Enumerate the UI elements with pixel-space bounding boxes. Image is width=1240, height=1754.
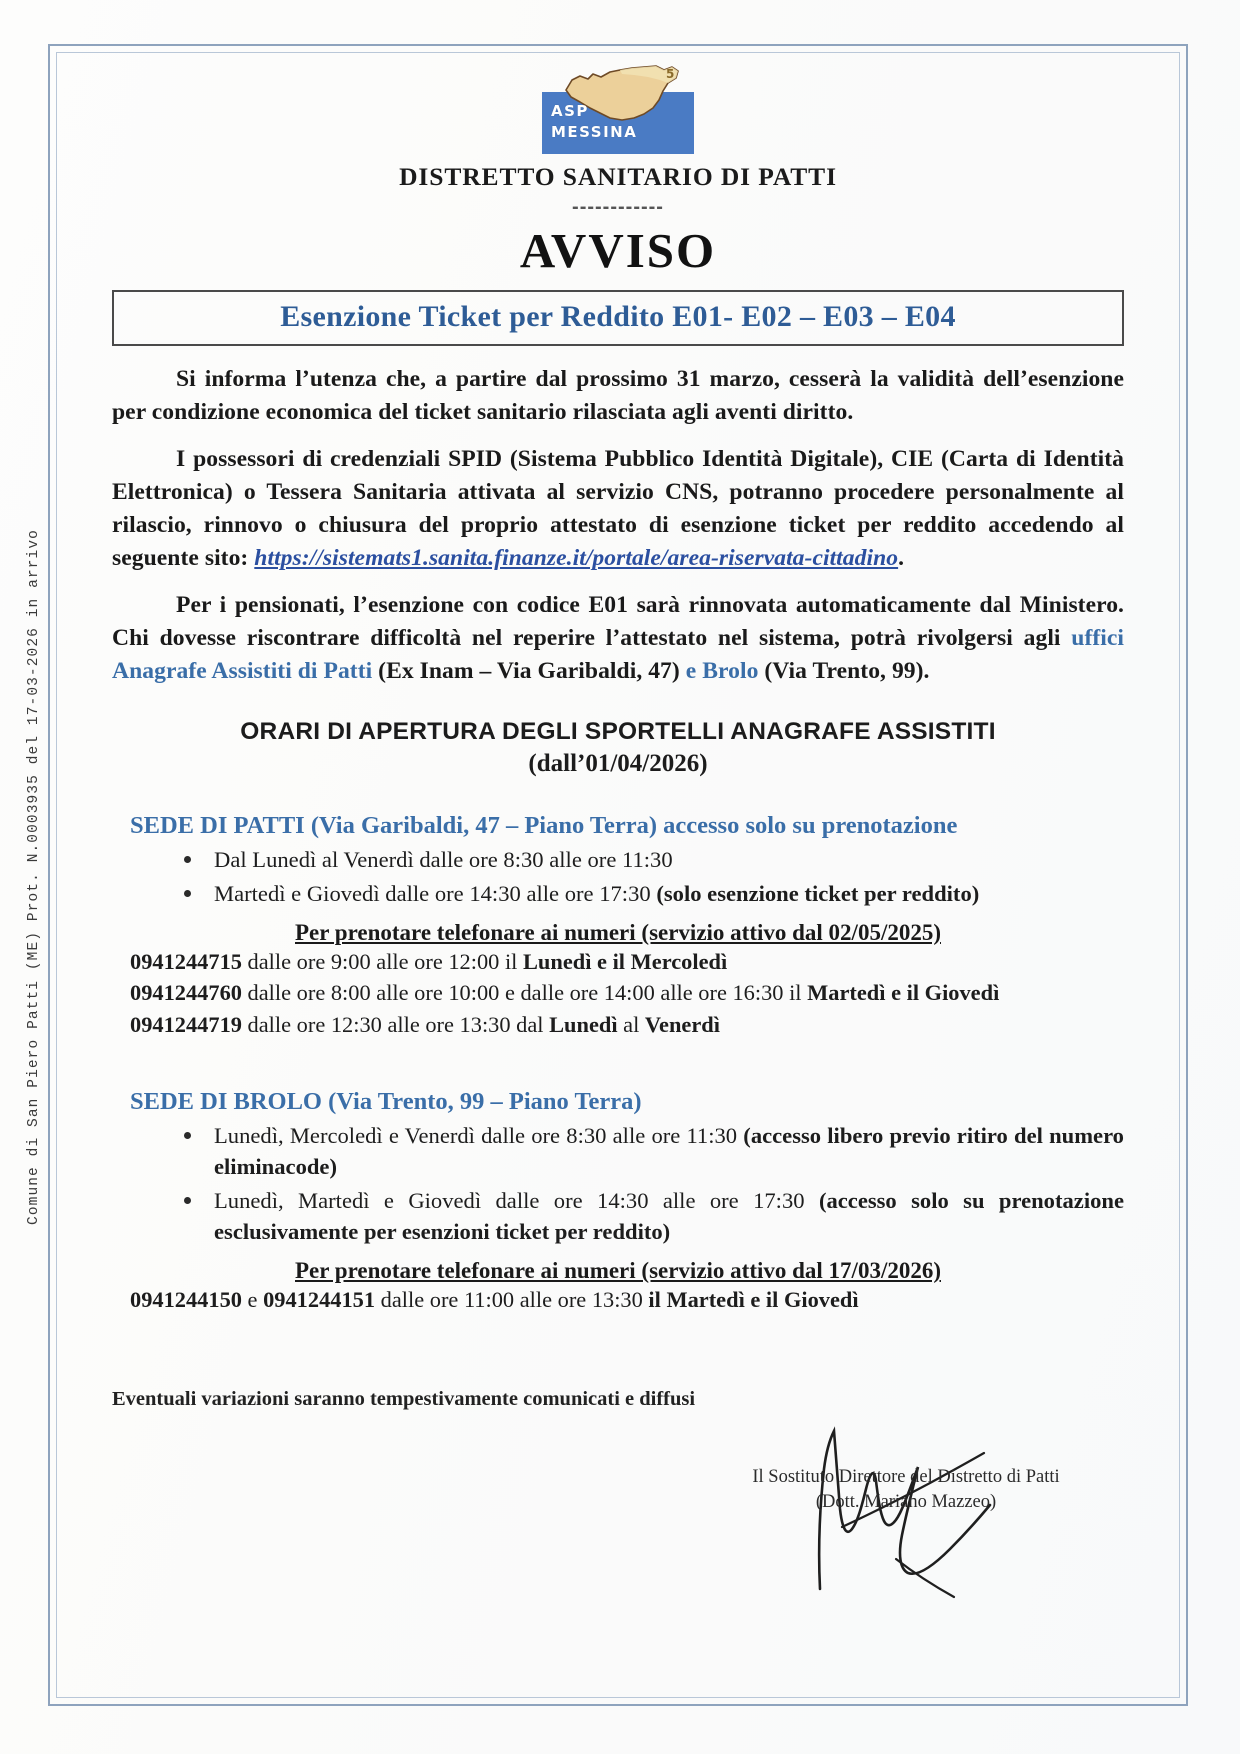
list-item (178, 1120, 1124, 1182)
phone-number[interactable]: 0941244760 (130, 980, 242, 1006)
signature-name: (Dott. Mariano Mazzeo) (815, 1491, 997, 1512)
paragraph-spid (112, 443, 1124, 575)
phone-days: il Martedì e il Giovedì (648, 1287, 859, 1313)
paragraph-spid-text: I possessori di credenziali SPID (Sistema Pubblico Identità Digitale), CIE (Carta di Identità Elettronica) o Tessera Sanitaria attivata al servizio CNS, potranno procedere personalmente al rilascio, rinnovo o chiusura del proprio attestato di esenzione ticket per reddito accedendo al seguente sito: (112, 445, 1124, 571)
protocol-stamp-text: Comune di San Piero Patti (ME) Prot. N.0003935 del 17-03-2026 in arrivo (26, 529, 42, 1225)
phone-days: Lunedì (549, 1011, 618, 1037)
bullet-icon (184, 1197, 191, 1204)
hours-list-patti (112, 844, 1124, 909)
bullet-icon (184, 856, 191, 863)
list-item (178, 1185, 1124, 1247)
office-title-patti: SEDE DI PATTI (Via Garibaldi, 47 – Piano Terra) accesso solo su prenotazione (130, 811, 958, 839)
paragraph-validity (112, 363, 1124, 429)
phone-line (112, 946, 1124, 978)
phone-number-separator: e (241, 1287, 264, 1313)
phone-number[interactable]: 0941244715 (130, 948, 242, 974)
subject-box (112, 290, 1124, 346)
signature-area (112, 1425, 1124, 1575)
phone-days-sep: al (617, 1011, 645, 1037)
paragraph-validity-text: Si informa l’utenza che, a partire dal prossimo 31 marzo, cesserà la validità dell’esenzione per condizione economica del ticket sanitario rilasciata agli aventi diritto. (112, 365, 1124, 425)
office-patti-mention: uffici Anagrafe Assistiti di Patti (112, 624, 1124, 684)
portal-link[interactable]: https://sistemats1.sanita.finanze.it/portale/area-riservata-cittadino (254, 544, 899, 571)
paragraph-pensioners-address1: (Ex Inam – Via Garibaldi, 47) (372, 657, 686, 684)
hours-list-brolo (112, 1120, 1124, 1247)
phone-days: Martedì e il Giovedì (807, 980, 1000, 1006)
district-title: DISTRETTO SANITARIO DI PATTI (399, 162, 837, 191)
signature-role: Il Sostituto Direttore del Distretto di Patti (752, 1466, 1060, 1487)
hours-note: (accesso solo su prenotazione esclusivamente per esenzioni ticket per reddito) (214, 1188, 1124, 1245)
hours-text: Martedì e Giovedì dalle ore 14:30 alle ore 17:30 (214, 880, 657, 906)
booking-heading-patti-text: Per prenotare telefonare ai numeri (servizio attivo dal 02/05/2025) (295, 919, 941, 945)
hours-text: Lunedì, Mercoledì e Venerdì dalle ore 8:30 alle ore 11:30 (214, 1123, 744, 1149)
paragraph-spid-period: . (898, 544, 905, 571)
booking-heading-brolo-text: Per prenotare telefonare ai numeri (servizio attivo dal 17/03/2026) (295, 1258, 941, 1284)
schedule-heading: ORARI DI APERTURA DEGLI SPORTELLI ANAGRAFE ASSISTITI (240, 717, 996, 745)
list-item (178, 844, 1124, 875)
list-item (178, 878, 1124, 909)
hours-note: (accesso libero previo ritiro del numero eliminacode) (214, 1123, 1124, 1180)
subject-title: Esenzione Ticket per Reddito E01- E02 – E03 – E04 (280, 299, 956, 333)
svg-text:5: 5 (666, 67, 675, 81)
phone-number[interactable]: 0941244151 (263, 1287, 376, 1313)
paragraph-pensioners (112, 589, 1124, 688)
phone-line (112, 977, 1124, 1009)
hours-text: Dal Lunedì al Venerdì dalle ore 8:30 alle ore 11:30 (214, 846, 673, 872)
office-block-patti (112, 812, 1124, 1041)
paragraph-pensioners-address2: (Via Trento, 99). (758, 657, 930, 684)
logo-text-line1: ASP (551, 102, 589, 120)
phone-line (112, 1284, 1124, 1316)
paragraph-pensioners-text: Per i pensionati, l’esenzione con codice E01 sarà rinnovata automaticamente dal Ministero. Chi dovesse riscontrare difficoltà nel reperire l’attestato nel sistema, potrà rivolgersi agli (112, 591, 1124, 651)
booking-heading-patti (112, 920, 1124, 946)
document-content (112, 62, 1124, 1575)
logo-container (112, 62, 1124, 158)
dashed-divider: ------------ (572, 196, 664, 218)
asp-messina-logo (538, 62, 698, 158)
footer-note: Eventuali variazioni saranno tempestivamente comunicati e diffusi (112, 1387, 696, 1410)
phone-hours: dalle ore 11:00 alle ore 13:30 (375, 1287, 649, 1313)
avviso-heading: AVVISO (519, 223, 717, 278)
signature-label (696, 1465, 1116, 1515)
phone-hours: dalle ore 9:00 alle ore 12:00 il (241, 948, 523, 974)
phone-line (112, 1009, 1124, 1041)
phone-days-end: Venerdì (644, 1011, 720, 1037)
booking-heading-brolo (112, 1258, 1124, 1284)
hours-note: (solo esenzione ticket per reddito) (656, 880, 980, 906)
office-brolo-mention: e Brolo (685, 657, 759, 684)
phone-number[interactable]: 0941244150 (130, 1287, 242, 1313)
office-title-brolo: SEDE DI BROLO (Via Trento, 99 – Piano Terra) (130, 1088, 642, 1116)
phone-number[interactable]: 0941244719 (130, 1011, 242, 1037)
schedule-subheading: (dall’01/04/2026) (528, 749, 708, 777)
phone-hours: dalle ore 8:00 alle ore 10:00 e dalle ore 14:00 alle ore 16:30 il (241, 980, 808, 1006)
bullet-icon (184, 890, 191, 897)
phone-hours: dalle ore 12:30 alle ore 13:30 dal (241, 1011, 550, 1037)
hours-text: Lunedì, Martedì e Giovedì dalle ore 14:30 alle ore 17:30 (214, 1188, 819, 1214)
logo-text (551, 101, 637, 143)
phone-days: Lunedì e il Mercoledì (523, 948, 728, 974)
bullet-icon (184, 1132, 191, 1139)
logo-text-line2: MESSINA (551, 123, 638, 141)
office-block-brolo (112, 1088, 1124, 1316)
